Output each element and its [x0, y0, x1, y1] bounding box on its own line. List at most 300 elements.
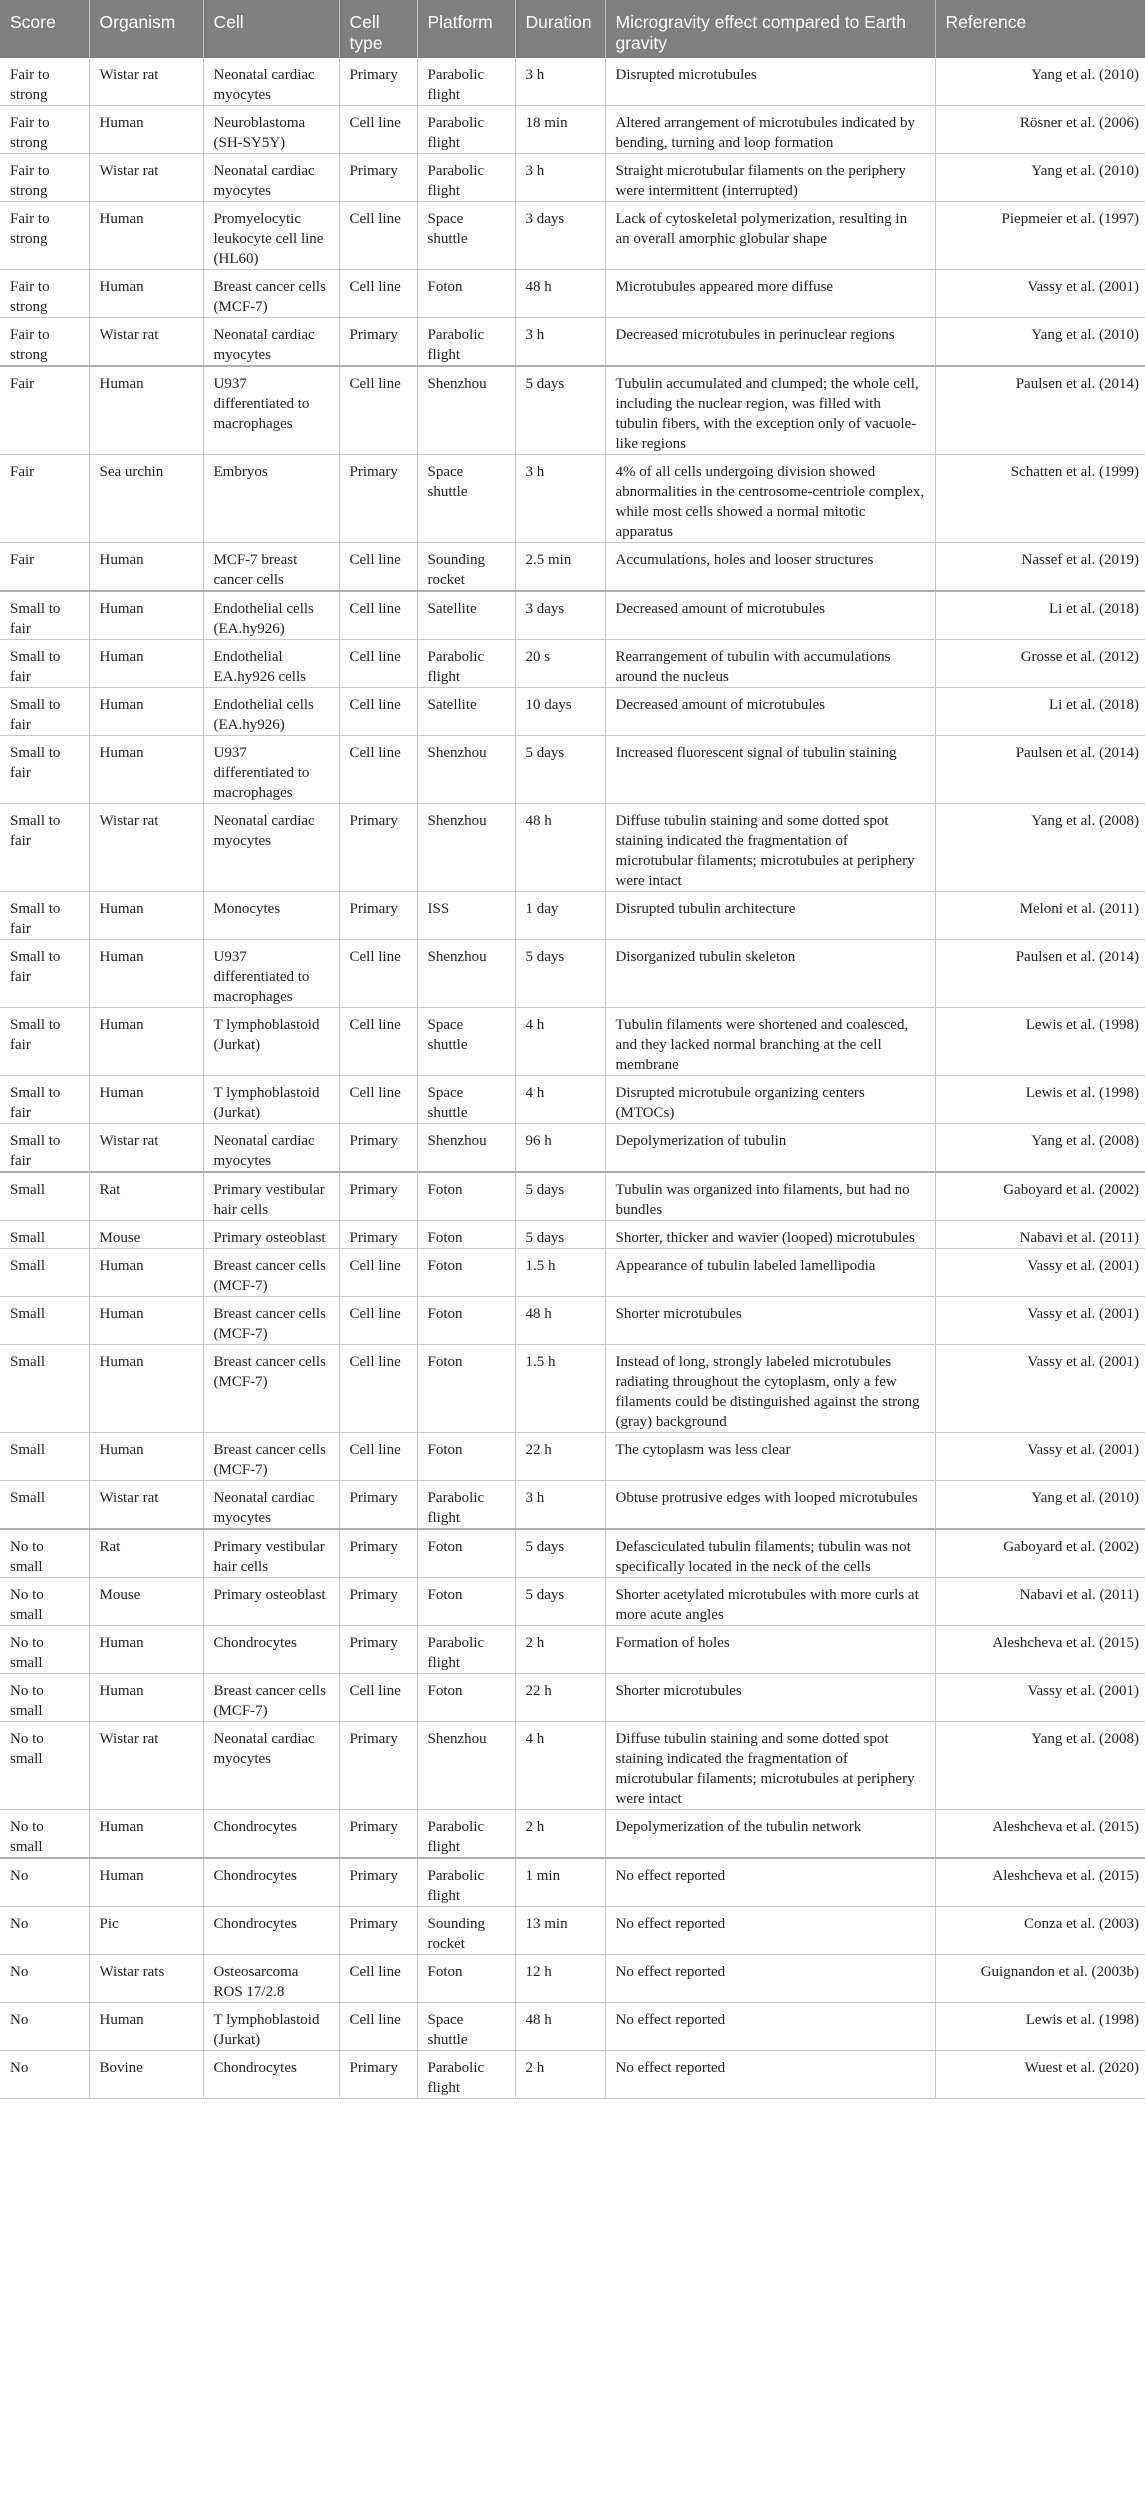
cell-reference: Li et al. (2018): [935, 688, 1145, 736]
cell-reference: Meloni et al. (2011): [935, 892, 1145, 940]
cell-cell-type: Primary: [339, 1221, 417, 1249]
cell-reference: Lewis et al. (1998): [935, 1008, 1145, 1076]
cell-effect: Rearrangement of tubulin with accumulations around the nucleus: [605, 640, 935, 688]
cell-platform: Shenzhou: [417, 366, 515, 455]
cell-duration: 2.5 min: [515, 543, 605, 592]
table-row: [0, 940, 1145, 1008]
cell-reference: Nabavi et al. (2011): [935, 1221, 1145, 1249]
table-body: [0, 58, 1145, 2099]
cell-cell-type: Primary: [339, 1481, 417, 1530]
cell-organism: Human: [89, 1626, 203, 1674]
table-row: [0, 1722, 1145, 1810]
cell-cell-type: Primary: [339, 1810, 417, 1859]
table-row: [0, 1076, 1145, 1124]
cell-score: No to small: [0, 1529, 89, 1578]
cell-platform: Foton: [417, 1578, 515, 1626]
cell-organism: Human: [89, 1858, 203, 1907]
cell-organism: Wistar rat: [89, 1722, 203, 1810]
cell-effect: Microtubules appeared more diffuse: [605, 270, 935, 318]
cell-score: Small: [0, 1249, 89, 1297]
header-score: Score: [0, 0, 89, 58]
cell-duration: 20 s: [515, 640, 605, 688]
cell-platform: Space shuttle: [417, 455, 515, 543]
table-row: [0, 892, 1145, 940]
cell-score: Small to fair: [0, 892, 89, 940]
cell-cell: Breast cancer cells (MCF-7): [203, 1345, 339, 1433]
cell-reference: Conza et al. (2003): [935, 1907, 1145, 1955]
cell-score: Fair: [0, 455, 89, 543]
cell-cell-type: Cell line: [339, 1955, 417, 2003]
cell-score: No: [0, 2003, 89, 2051]
cell-duration: 12 h: [515, 1955, 605, 2003]
cell-effect: Increased fluorescent signal of tubulin staining: [605, 736, 935, 804]
cell-duration: 1.5 h: [515, 1345, 605, 1433]
cell-cell: Embryos: [203, 455, 339, 543]
cell-cell: T lymphoblastoid (Jurkat): [203, 2003, 339, 2051]
cell-score: Fair to strong: [0, 202, 89, 270]
cell-cell-type: Primary: [339, 455, 417, 543]
cell-score: No to small: [0, 1810, 89, 1859]
cell-organism: Human: [89, 270, 203, 318]
table-row: [0, 804, 1145, 892]
table-row: [0, 2003, 1145, 2051]
cell-cell: MCF-7 breast cancer cells: [203, 543, 339, 592]
cell-effect: No effect reported: [605, 2003, 935, 2051]
cell-organism: Human: [89, 2003, 203, 2051]
table-row: [0, 270, 1145, 318]
cell-effect: Tubulin was organized into filaments, but had no bundles: [605, 1172, 935, 1221]
cell-duration: 22 h: [515, 1674, 605, 1722]
cell-reference: Grosse et al. (2012): [935, 640, 1145, 688]
cell-score: Small to fair: [0, 591, 89, 640]
cell-cell-type: Primary: [339, 1907, 417, 1955]
cell-duration: 10 days: [515, 688, 605, 736]
cell-organism: Human: [89, 202, 203, 270]
header-reference: Reference: [935, 0, 1145, 58]
cell-organism: Rat: [89, 1172, 203, 1221]
cell-duration: 4 h: [515, 1008, 605, 1076]
cell-score: Fair to strong: [0, 58, 89, 106]
table-row: [0, 2051, 1145, 2099]
cell-cell-type: Cell line: [339, 202, 417, 270]
cell-reference: Paulsen et al. (2014): [935, 940, 1145, 1008]
cell-reference: Vassy et al. (2001): [935, 1433, 1145, 1481]
cell-cell-type: Primary: [339, 318, 417, 367]
cell-cell: Neonatal cardiac myocytes: [203, 1722, 339, 1810]
cell-duration: 48 h: [515, 804, 605, 892]
cell-duration: 18 min: [515, 106, 605, 154]
cell-duration: 3 days: [515, 591, 605, 640]
table-row: [0, 591, 1145, 640]
cell-duration: 4 h: [515, 1722, 605, 1810]
cell-cell: Endothelial cells (EA.hy926): [203, 591, 339, 640]
cell-effect: Obtuse protrusive edges with looped microtubules: [605, 1481, 935, 1530]
cell-organism: Human: [89, 892, 203, 940]
cell-duration: 4 h: [515, 1076, 605, 1124]
cell-reference: Schatten et al. (1999): [935, 455, 1145, 543]
cell-platform: Space shuttle: [417, 202, 515, 270]
cell-effect: Disrupted microtubules: [605, 58, 935, 106]
cell-cell: Neonatal cardiac myocytes: [203, 318, 339, 367]
cell-platform: Parabolic flight: [417, 318, 515, 367]
cell-platform: Shenzhou: [417, 1124, 515, 1173]
table-row: [0, 1249, 1145, 1297]
cell-organism: Human: [89, 1674, 203, 1722]
table-row: [0, 1858, 1145, 1907]
cell-effect: Depolymerization of tubulin: [605, 1124, 935, 1173]
cell-cell: Chondrocytes: [203, 1907, 339, 1955]
cell-effect: Diffuse tubulin staining and some dotted spot staining indicated the fragmentation of microtubular filaments; microtubules at periphery were intact: [605, 804, 935, 892]
cell-effect: Tubulin accumulated and clumped; the whole cell, including the nuclear region, was filled with tubulin fibers, with the exception only of vacuole-like regions: [605, 366, 935, 455]
cell-cell: Monocytes: [203, 892, 339, 940]
cell-platform: Foton: [417, 1221, 515, 1249]
cell-platform: Sounding rocket: [417, 543, 515, 592]
cell-platform: Shenzhou: [417, 736, 515, 804]
cell-score: Small to fair: [0, 804, 89, 892]
header-cell: Cell: [203, 0, 339, 58]
cell-duration: 5 days: [515, 736, 605, 804]
cell-effect: Appearance of tubulin labeled lamellipodia: [605, 1249, 935, 1297]
cell-platform: Shenzhou: [417, 804, 515, 892]
cell-reference: Vassy et al. (2001): [935, 1345, 1145, 1433]
cell-score: Fair: [0, 543, 89, 592]
cell-cell-type: Primary: [339, 1529, 417, 1578]
cell-organism: Wistar rat: [89, 154, 203, 202]
cell-reference: Rösner et al. (2006): [935, 106, 1145, 154]
cell-organism: Human: [89, 106, 203, 154]
cell-reference: Nabavi et al. (2011): [935, 1578, 1145, 1626]
cell-effect: No effect reported: [605, 1907, 935, 1955]
cell-cell-type: Primary: [339, 892, 417, 940]
cell-score: Fair to strong: [0, 270, 89, 318]
cell-cell-type: Cell line: [339, 543, 417, 592]
cell-cell-type: Primary: [339, 1858, 417, 1907]
cell-duration: 3 h: [515, 1481, 605, 1530]
cell-effect: No effect reported: [605, 2051, 935, 2099]
table-row: [0, 202, 1145, 270]
cell-organism: Human: [89, 1297, 203, 1345]
cell-cell-type: Cell line: [339, 1297, 417, 1345]
cell-organism: Human: [89, 736, 203, 804]
cell-score: No to small: [0, 1578, 89, 1626]
cell-effect: Disrupted microtubule organizing centers (MTOCs): [605, 1076, 935, 1124]
cell-platform: Sounding rocket: [417, 1907, 515, 1955]
header-duration: Duration: [515, 0, 605, 58]
cell-platform: Shenzhou: [417, 1722, 515, 1810]
cell-cell-type: Cell line: [339, 940, 417, 1008]
cell-cell-type: Primary: [339, 1626, 417, 1674]
cell-platform: Space shuttle: [417, 2003, 515, 2051]
cell-effect: Defasciculated tubulin filaments; tubulin was not specifically located in the neck of the cells: [605, 1529, 935, 1578]
cell-score: Small: [0, 1221, 89, 1249]
table-row: [0, 543, 1145, 592]
cell-duration: 48 h: [515, 270, 605, 318]
cell-score: Small: [0, 1172, 89, 1221]
cell-cell-type: Primary: [339, 1578, 417, 1626]
cell-organism: Wistar rat: [89, 1124, 203, 1173]
table-header: [0, 0, 1145, 58]
cell-duration: 5 days: [515, 366, 605, 455]
cell-reference: Wuest et al. (2020): [935, 2051, 1145, 2099]
cell-platform: Parabolic flight: [417, 154, 515, 202]
cell-effect: No effect reported: [605, 1858, 935, 1907]
cell-effect: Decreased microtubules in perinuclear regions: [605, 318, 935, 367]
cell-cell-type: Cell line: [339, 1345, 417, 1433]
cell-reference: Vassy et al. (2001): [935, 1297, 1145, 1345]
cell-organism: Wistar rat: [89, 318, 203, 367]
table-row: [0, 1008, 1145, 1076]
cell-reference: Yang et al. (2010): [935, 154, 1145, 202]
cell-duration: 3 h: [515, 58, 605, 106]
cell-cell: Chondrocytes: [203, 1858, 339, 1907]
cell-duration: 22 h: [515, 1433, 605, 1481]
cell-cell: Breast cancer cells (MCF-7): [203, 1249, 339, 1297]
cell-duration: 3 days: [515, 202, 605, 270]
cell-cell: U937 differentiated to macrophages: [203, 736, 339, 804]
cell-effect: Straight microtubular filaments on the periphery were intermittent (interrupted): [605, 154, 935, 202]
cell-duration: 48 h: [515, 1297, 605, 1345]
cell-reference: Lewis et al. (1998): [935, 2003, 1145, 2051]
cell-cell-type: Cell line: [339, 366, 417, 455]
table-row: [0, 1907, 1145, 1955]
cell-score: No: [0, 2051, 89, 2099]
cell-score: No: [0, 1955, 89, 2003]
cell-score: Fair to strong: [0, 318, 89, 367]
header-platform: Platform: [417, 0, 515, 58]
cell-cell: Primary osteoblast: [203, 1578, 339, 1626]
cell-cell: Osteosarcoma ROS 17/2.8: [203, 1955, 339, 2003]
cell-cell-type: Cell line: [339, 591, 417, 640]
header-cell-type: Cell type: [339, 0, 417, 58]
cell-platform: Foton: [417, 270, 515, 318]
cell-platform: Parabolic flight: [417, 106, 515, 154]
cell-duration: 5 days: [515, 1221, 605, 1249]
cell-cell-type: Cell line: [339, 1076, 417, 1124]
cell-organism: Sea urchin: [89, 455, 203, 543]
cell-cell: T lymphoblastoid (Jurkat): [203, 1008, 339, 1076]
table-row: [0, 736, 1145, 804]
cell-effect: No effect reported: [605, 1955, 935, 2003]
cell-duration: 5 days: [515, 1529, 605, 1578]
cell-organism: Human: [89, 1345, 203, 1433]
cell-score: No: [0, 1907, 89, 1955]
cell-duration: 3 h: [515, 455, 605, 543]
cell-platform: Space shuttle: [417, 1008, 515, 1076]
cell-organism: Human: [89, 543, 203, 592]
cell-score: Fair to strong: [0, 154, 89, 202]
cell-score: No to small: [0, 1626, 89, 1674]
cell-cell-type: Cell line: [339, 1674, 417, 1722]
table-row: [0, 154, 1145, 202]
table-row: [0, 1124, 1145, 1173]
cell-cell: Chondrocytes: [203, 2051, 339, 2099]
cell-effect: Disorganized tubulin skeleton: [605, 940, 935, 1008]
cell-cell: Chondrocytes: [203, 1810, 339, 1859]
cell-reference: Yang et al. (2008): [935, 804, 1145, 892]
cell-cell: Primary vestibular hair cells: [203, 1529, 339, 1578]
table-row: [0, 640, 1145, 688]
cell-effect: The cytoplasm was less clear: [605, 1433, 935, 1481]
table-row: [0, 1221, 1145, 1249]
cell-cell: U937 differentiated to macrophages: [203, 366, 339, 455]
cell-cell-type: Primary: [339, 1124, 417, 1173]
table-row: [0, 1810, 1145, 1859]
cell-duration: 1 min: [515, 1858, 605, 1907]
cell-organism: Mouse: [89, 1578, 203, 1626]
cell-score: Small: [0, 1433, 89, 1481]
cell-duration: 48 h: [515, 2003, 605, 2051]
cell-platform: Foton: [417, 1955, 515, 2003]
cell-effect: Lack of cytoskeletal polymerization, resulting in an overall amorphic globular shape: [605, 202, 935, 270]
cell-platform: Space shuttle: [417, 1076, 515, 1124]
cell-score: Small to fair: [0, 688, 89, 736]
cell-cell-type: Cell line: [339, 2003, 417, 2051]
table-row: [0, 455, 1145, 543]
cell-cell: Neonatal cardiac myocytes: [203, 58, 339, 106]
cell-cell-type: Cell line: [339, 1249, 417, 1297]
cell-effect: Depolymerization of the tubulin network: [605, 1810, 935, 1859]
header-row: [0, 0, 1145, 58]
cell-cell: Promyelocytic leukocyte cell line (HL60): [203, 202, 339, 270]
cell-organism: Human: [89, 1008, 203, 1076]
cell-organism: Human: [89, 591, 203, 640]
cell-score: Small: [0, 1345, 89, 1433]
cell-platform: Parabolic flight: [417, 1810, 515, 1859]
cell-platform: Parabolic flight: [417, 58, 515, 106]
cell-effect: Decreased amount of microtubules: [605, 591, 935, 640]
cell-organism: Pic: [89, 1907, 203, 1955]
table-row: [0, 58, 1145, 106]
cell-score: Small to fair: [0, 1008, 89, 1076]
cell-effect: Disrupted tubulin architecture: [605, 892, 935, 940]
cell-duration: 3 h: [515, 154, 605, 202]
cell-cell: Chondrocytes: [203, 1626, 339, 1674]
cell-organism: Human: [89, 940, 203, 1008]
cell-effect: Shorter microtubules: [605, 1674, 935, 1722]
cell-duration: 5 days: [515, 1172, 605, 1221]
cell-organism: Human: [89, 366, 203, 455]
cell-platform: Parabolic flight: [417, 1858, 515, 1907]
cell-cell-type: Primary: [339, 2051, 417, 2099]
cell-cell: Neonatal cardiac myocytes: [203, 1481, 339, 1530]
cell-organism: Wistar rat: [89, 1481, 203, 1530]
cell-score: No: [0, 1858, 89, 1907]
cell-cell: Primary vestibular hair cells: [203, 1172, 339, 1221]
cell-effect: Altered arrangement of microtubules indicated by bending, turning and loop formation: [605, 106, 935, 154]
table-row: [0, 1578, 1145, 1626]
table-row: [0, 1955, 1145, 2003]
cell-effect: Shorter microtubules: [605, 1297, 935, 1345]
header-organism: Organism: [89, 0, 203, 58]
cell-platform: Foton: [417, 1249, 515, 1297]
cell-reference: Lewis et al. (1998): [935, 1076, 1145, 1124]
table-row: [0, 1297, 1145, 1345]
cell-reference: Gaboyard et al. (2002): [935, 1529, 1145, 1578]
cell-effect: Shorter, thicker and wavier (looped) microtubules: [605, 1221, 935, 1249]
table-row: [0, 366, 1145, 455]
cell-organism: Human: [89, 1810, 203, 1859]
cell-platform: Foton: [417, 1433, 515, 1481]
cell-reference: Aleshcheva et al. (2015): [935, 1858, 1145, 1907]
cell-duration: 13 min: [515, 1907, 605, 1955]
cell-cell-type: Primary: [339, 154, 417, 202]
cell-organism: Wistar rats: [89, 1955, 203, 2003]
table-row: [0, 1345, 1145, 1433]
cell-reference: Vassy et al. (2001): [935, 270, 1145, 318]
cell-effect: Instead of long, strongly labeled microtubules radiating throughout the cytoplasm, only a few filaments could be distinguished against the strong (gray) background: [605, 1345, 935, 1433]
cell-reference: Gaboyard et al. (2002): [935, 1172, 1145, 1221]
cell-cell-type: Cell line: [339, 270, 417, 318]
cell-score: Small to fair: [0, 940, 89, 1008]
cell-cell-type: Cell line: [339, 640, 417, 688]
table-row: [0, 1529, 1145, 1578]
cell-reference: Vassy et al. (2001): [935, 1249, 1145, 1297]
cell-duration: 96 h: [515, 1124, 605, 1173]
cell-reference: Aleshcheva et al. (2015): [935, 1810, 1145, 1859]
cell-organism: Human: [89, 1076, 203, 1124]
cell-duration: 2 h: [515, 1626, 605, 1674]
cell-platform: Parabolic flight: [417, 1481, 515, 1530]
cell-cell: Breast cancer cells (MCF-7): [203, 1433, 339, 1481]
cell-score: Small: [0, 1297, 89, 1345]
cell-cell: Breast cancer cells (MCF-7): [203, 270, 339, 318]
cell-reference: Yang et al. (2010): [935, 58, 1145, 106]
table-row: [0, 688, 1145, 736]
cell-reference: Guignandon et al. (2003b): [935, 1955, 1145, 2003]
cell-cell-type: Cell line: [339, 736, 417, 804]
cell-score: No to small: [0, 1722, 89, 1810]
cell-score: Small to fair: [0, 640, 89, 688]
table-row: [0, 1172, 1145, 1221]
cell-platform: Foton: [417, 1297, 515, 1345]
cell-organism: Wistar rat: [89, 58, 203, 106]
cell-reference: Piepmeier et al. (1997): [935, 202, 1145, 270]
cell-effect: Accumulations, holes and looser structures: [605, 543, 935, 592]
header-effect: Microgravity effect compared to Earth gravity: [605, 0, 935, 58]
cell-platform: Parabolic flight: [417, 2051, 515, 2099]
cell-score: Fair: [0, 366, 89, 455]
cell-reference: Yang et al. (2010): [935, 1481, 1145, 1530]
cell-reference: Li et al. (2018): [935, 591, 1145, 640]
cell-platform: Parabolic flight: [417, 640, 515, 688]
cell-platform: ISS: [417, 892, 515, 940]
table-row: [0, 1433, 1145, 1481]
cell-score: Small to fair: [0, 1076, 89, 1124]
cell-cell: Endothelial cells (EA.hy926): [203, 688, 339, 736]
cell-organism: Human: [89, 640, 203, 688]
cell-platform: Parabolic flight: [417, 1626, 515, 1674]
cell-duration: 2 h: [515, 1810, 605, 1859]
cell-effect: Formation of holes: [605, 1626, 935, 1674]
cell-platform: Shenzhou: [417, 940, 515, 1008]
cell-duration: 5 days: [515, 1578, 605, 1626]
cell-platform: Satellite: [417, 591, 515, 640]
cell-score: Fair to strong: [0, 106, 89, 154]
cell-cell-type: Cell line: [339, 1008, 417, 1076]
table-row: [0, 1626, 1145, 1674]
table-row: [0, 1674, 1145, 1722]
cell-effect: Decreased amount of microtubules: [605, 688, 935, 736]
cell-cell: Breast cancer cells (MCF-7): [203, 1674, 339, 1722]
cell-duration: 1.5 h: [515, 1249, 605, 1297]
table-row: [0, 1481, 1145, 1530]
cell-organism: Human: [89, 1433, 203, 1481]
cell-cell-type: Cell line: [339, 106, 417, 154]
cell-reference: Yang et al. (2008): [935, 1124, 1145, 1173]
cell-duration: 5 days: [515, 940, 605, 1008]
cell-platform: Foton: [417, 1172, 515, 1221]
cell-organism: Human: [89, 688, 203, 736]
